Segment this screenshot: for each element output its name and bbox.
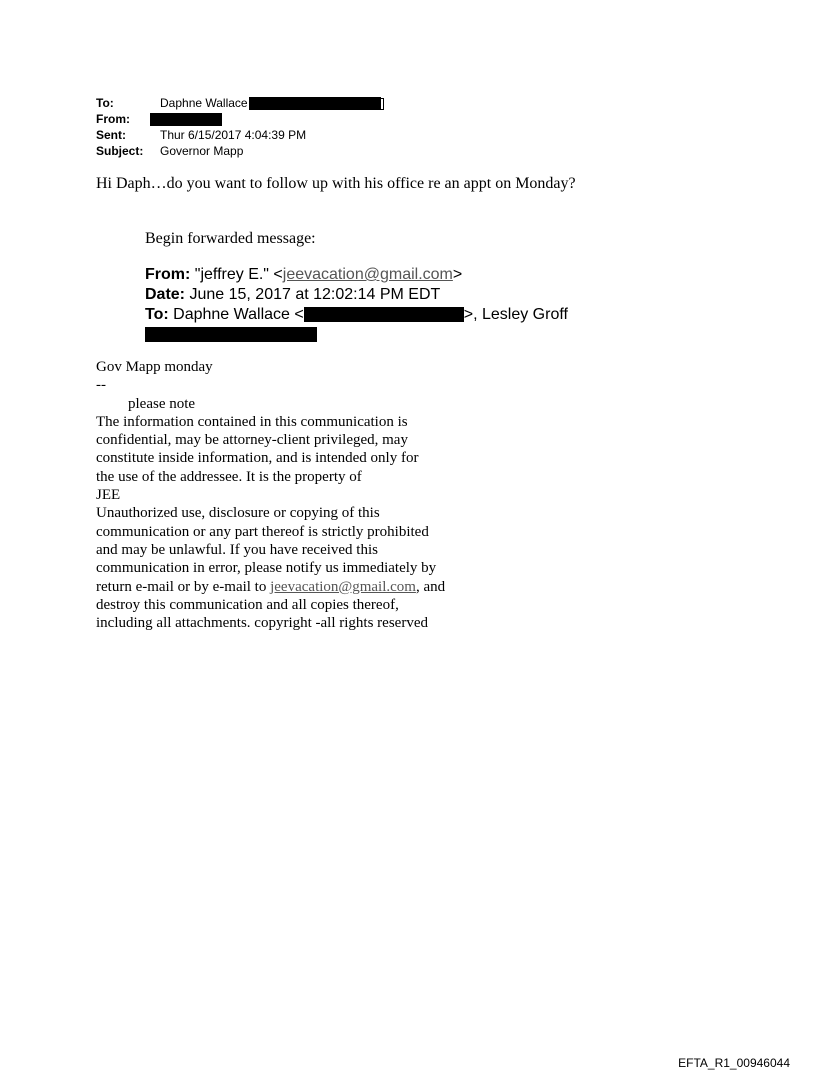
to-label: To: — [96, 96, 114, 110]
subject-value: Governor Mapp — [160, 144, 244, 158]
return-pre: return e-mail or by e-mail to — [96, 578, 271, 595]
message-body — [96, 358, 445, 632]
disclaimer-line: The information contained in this communication is — [96, 413, 408, 430]
fwd-from-email-link[interactable]: jeevacation@gmail.com — [282, 266, 453, 283]
to-value: Daphne Wallace — [160, 95, 384, 111]
disclaimer-line: JEE — [96, 487, 121, 504]
from-value — [160, 111, 222, 127]
disclaimer-line: constitute inside information, and is intended only for — [96, 450, 419, 467]
redaction-edge — [381, 98, 384, 110]
redaction-box — [145, 327, 317, 342]
redaction-box — [150, 113, 222, 126]
sent-label: Sent: — [96, 128, 126, 142]
forwarded-intro: Begin forwarded message: — [145, 230, 316, 247]
forwarded-header — [145, 265, 568, 345]
fwd-to-value: Daphne Wallace < — [173, 306, 304, 323]
document-id: EFTA_R1_00946044 — [678, 1056, 790, 1070]
fwd-from-close: > — [452, 266, 463, 283]
disclaimer-line: including all attachments. copyright -all rights reserved — [96, 615, 428, 632]
signature-separator: -- — [96, 377, 106, 394]
body-line: Gov Mapp monday — [96, 359, 213, 375]
disclaimer-line — [96, 578, 445, 596]
disclaimer-line: destroy this communication and all copies thereof, — [96, 596, 399, 613]
disclaimer-line: confidential, may be attorney-client privileged, may — [96, 432, 408, 449]
subject-label: Subject: — [96, 144, 144, 158]
return-post: , and — [415, 578, 446, 595]
fwd-to-label: To: — [145, 306, 169, 323]
disclaimer-line: Unauthorized use, disclosure or copying of this — [96, 505, 380, 522]
return-email-link[interactable]: jeevacation@gmail.com — [270, 578, 416, 595]
disclaimer-line: communication in error, please notify us immediately by — [96, 560, 437, 577]
from-label: From: — [96, 112, 130, 126]
redaction-box — [304, 307, 464, 322]
fwd-to-row — [145, 305, 568, 325]
sent-value: Thur 6/15/2017 4:04:39 PM — [160, 128, 307, 142]
disclaimer-line: the use of the addressee. It is the property of — [96, 468, 362, 485]
fwd-to-after: >, Lesley Groff — [463, 306, 568, 323]
fwd-from-label: From: — [145, 266, 191, 283]
fwd-from-row — [145, 265, 568, 285]
disclaimer-line: communication or any part thereof is strictly prohibited — [96, 523, 429, 540]
disclaimer-line: and may be unlawful. If you have received this — [96, 541, 378, 558]
fwd-date-label: Date: — [145, 286, 186, 303]
fwd-date-value: June 15, 2017 at 12:02:14 PM EDT — [189, 286, 441, 303]
redaction-box — [249, 97, 381, 110]
please-note: please note — [128, 395, 196, 412]
fwd-to-row-2 — [145, 325, 568, 345]
fwd-date-row — [145, 285, 568, 305]
fwd-from-name: "jeffrey E." < — [194, 266, 283, 283]
message-greeting: Hi Daph…do you want to follow up with his office re an appt on Monday? — [96, 175, 576, 192]
